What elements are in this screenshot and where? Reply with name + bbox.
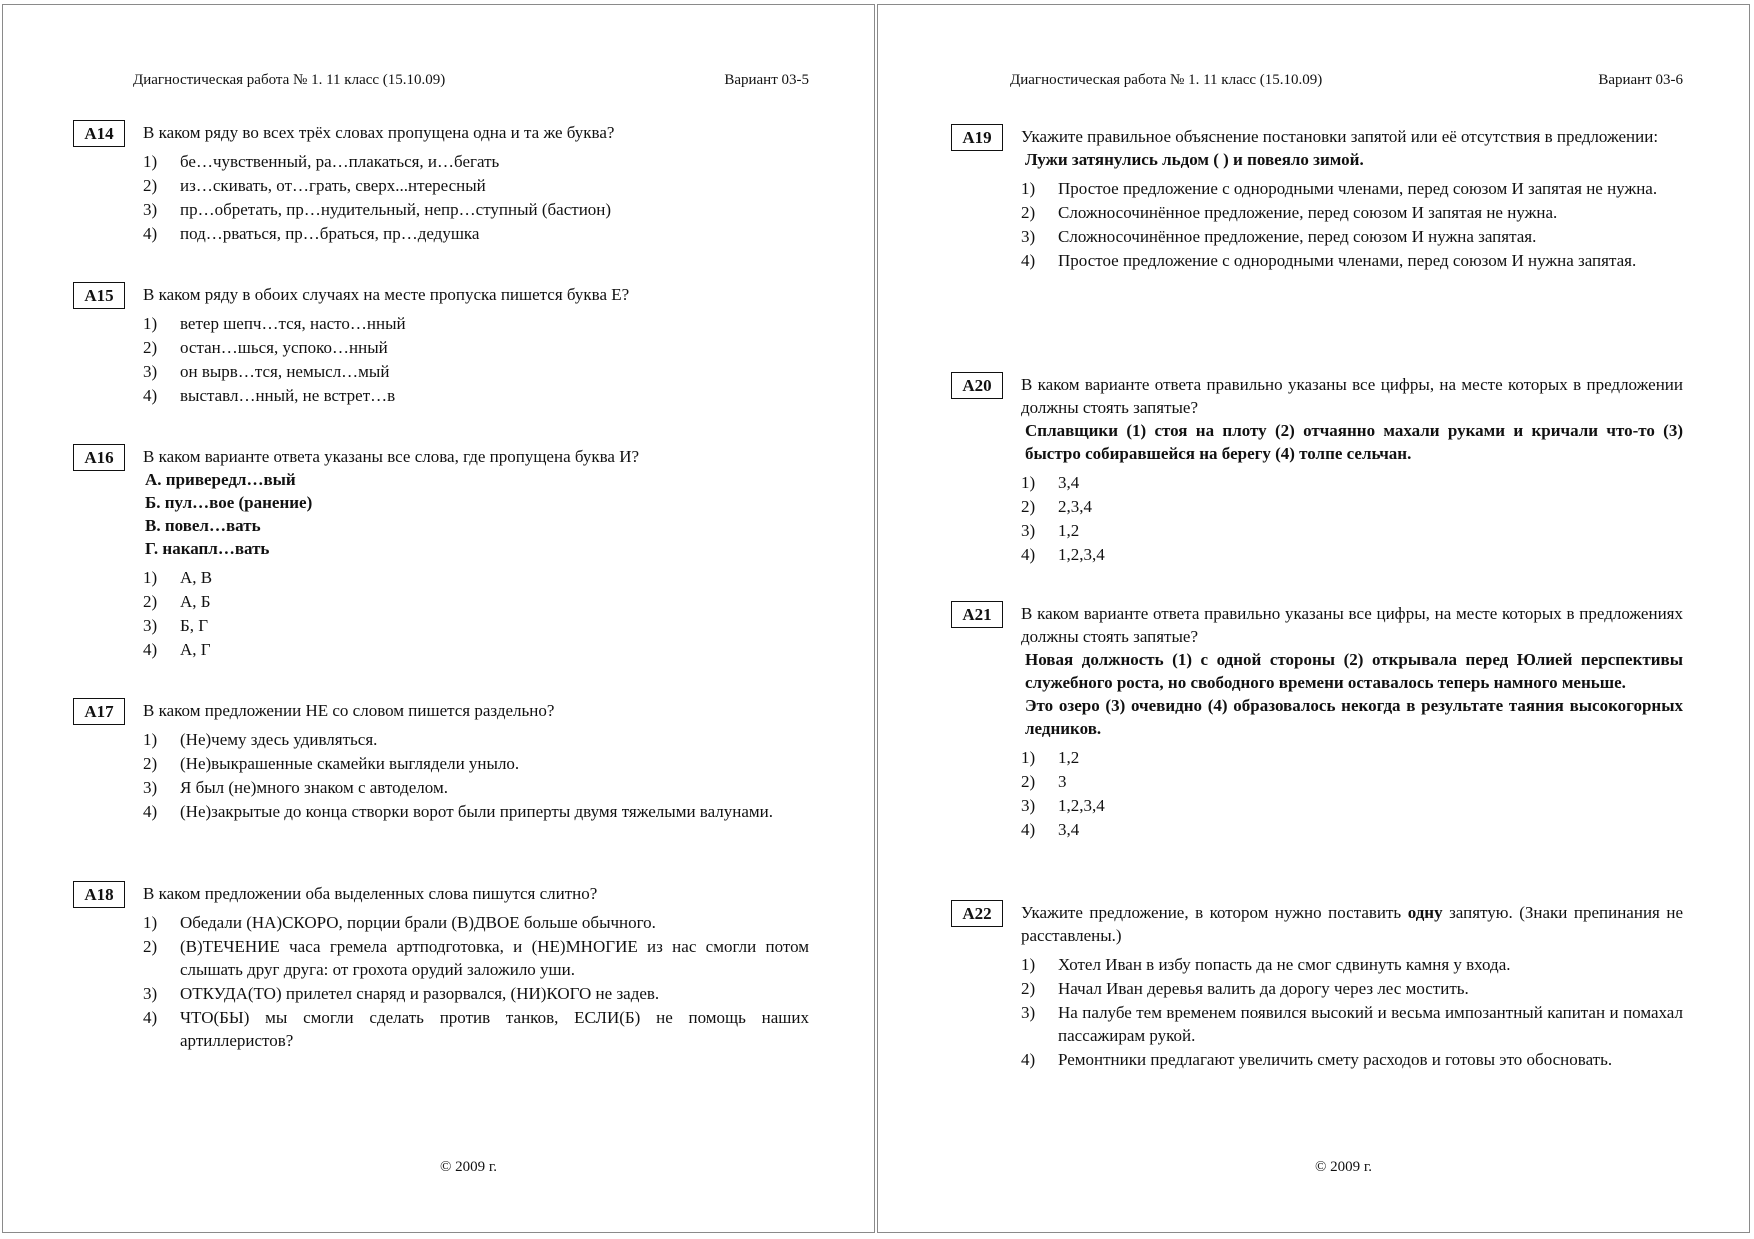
task-question: В каком ряду во всех трёх словах пропущена одна и та же буква? xyxy=(143,123,615,142)
answer-option: 3) пр…обретать, пр…нудительный, непр…ступный (бастион) xyxy=(143,200,612,219)
task-word: А. привередл…вый xyxy=(145,470,296,489)
answer-option: 2) остан…шься, успоко…нный xyxy=(143,338,388,357)
header-title: Диагностическая работа № 1. 11 класс (15.10.09) xyxy=(133,72,446,88)
task-word: Б. пул…вое (ранение) xyxy=(145,493,313,512)
answer-option: 3) 1,2 xyxy=(1021,521,1080,540)
page-footer: © 2009 г. xyxy=(1314,1159,1373,1175)
task-question: В каком варианте ответа указаны все слова, где пропущена буква И? xyxy=(143,447,640,466)
answer-option: 4) выставл…нный, не встрет…в xyxy=(143,386,396,405)
task-question: В каком варианте ответа правильно указаны все цифры, на месте которых в предложениях должны стоять запятые? xyxy=(1021,604,1683,646)
answer-option: 4) Простое предложение с однородными членами, перед союзом И нужна запятая. xyxy=(1021,251,1637,270)
answer-option: 1) бе…чувственный, ра…плакаться, и…бегать xyxy=(143,152,500,171)
page-left xyxy=(2,4,875,1233)
answer-option: 2) Начал Иван деревья валить да дорогу через лес мостить. xyxy=(1021,979,1469,998)
task-number: А17 xyxy=(73,698,125,725)
task-question: В каком варианте ответа правильно указаны все цифры, на месте которых в предложении должны стоять запятые? xyxy=(1021,375,1683,417)
task-number: А16 xyxy=(73,444,125,471)
task-number: А18 xyxy=(73,881,125,908)
task-number: А14 xyxy=(73,120,125,147)
task-word: В. повел…вать xyxy=(145,516,261,535)
task-question: В каком предложении оба выделенных слова пишутся слитно? xyxy=(143,884,598,903)
answer-option: 4) А, Г xyxy=(143,640,211,659)
task-question: В каком ряду в обоих случаях на месте пропуска пишется буква Е? xyxy=(143,285,630,304)
answer-option: 2) (Не)выкрашенные скамейки выглядели уныло. xyxy=(143,754,520,773)
task-a19 xyxy=(951,124,1683,273)
task-question: Укажите предложение, в котором нужно поставить одну запятую. (Знаки препинания не расставлены.) xyxy=(1021,903,1684,945)
answer-options xyxy=(951,471,1683,566)
task-a17 xyxy=(73,698,809,824)
answer-option: 2) 2,3,4 xyxy=(1021,497,1092,516)
answer-option: 3) На палубе тем временем появился высокий и весьма импозантный капитан и помахал пассажирам рукой. xyxy=(1021,1003,1683,1045)
page-footer: © 2009 г. xyxy=(439,1159,498,1175)
answer-option: 4) ЧТО(БЫ) мы смогли сделать против танков, ЕСЛИ(Б) не помощь наших артиллеристов? xyxy=(143,1008,809,1050)
answer-option: 2) 3 xyxy=(1021,772,1067,791)
answer-option: 3) 1,2,3,4 xyxy=(1021,796,1105,815)
answer-option: 3) Я был (не)много знаком с автоделом. xyxy=(143,778,448,797)
answer-option: 3) он вырв…тся, немысл…мый xyxy=(143,362,390,381)
answer-option: 2) Сложносочинённое предложение, перед союзом И запятая не нужна. xyxy=(1021,203,1558,222)
task-a16 xyxy=(73,444,809,662)
task-a22 xyxy=(951,900,1683,1072)
task-sentence: Новая должность (1) с одной стороны (2) открывала перед Юлией перспективы служебного роста, но свободного времени оставалось теперь намного меньше. xyxy=(1025,650,1683,692)
answer-options xyxy=(951,746,1683,841)
task-a14 xyxy=(73,120,809,246)
task-a21 xyxy=(951,601,1683,842)
task-sentence: Лужи затянулись льдом ( ) и повеяло зимой. xyxy=(1025,150,1364,169)
answer-options xyxy=(73,566,809,661)
answer-option: 3) ОТКУДА(ТО) прилетел снаряд и разорвался, (НИ)КОГО не задев. xyxy=(143,984,660,1003)
task-sentence: Это озеро (3) очевидно (4) образовалось некогда в результате таяния высокогорных ледников. xyxy=(1025,696,1683,738)
task-sentence: Сплавщики (1) стоя на плоту (2) отчаянно махали руками и кричали что-то (3) быстро собиравшейся на берегу (4) толпе сельчан. xyxy=(1025,421,1683,463)
task-number: А20 xyxy=(951,372,1003,399)
emphasis-word: одну xyxy=(1407,903,1443,922)
answer-options xyxy=(951,953,1683,1071)
answer-option: 1) (Не)чему здесь удивляться. xyxy=(143,730,378,749)
answer-option: 4) 3,4 xyxy=(1021,820,1080,839)
task-number: А19 xyxy=(951,124,1003,151)
answer-options xyxy=(73,312,809,407)
answer-option: 2) (В)ТЕЧЕНИЕ часа гремела артподготовка, и (НЕ)МНОГИЕ из нас смогли потом слышать друг друга: от грохота орудий заложило уши. xyxy=(143,937,809,979)
task-a15 xyxy=(73,282,809,408)
task-a20 xyxy=(951,372,1683,567)
answer-options xyxy=(73,150,809,245)
answer-options xyxy=(73,911,809,1052)
answer-option: 4) Ремонтники предлагают увеличить смету расходов и готовы это обосновать. xyxy=(1021,1050,1613,1069)
answer-option: 2) из…скивать, от…грать, сверх...нтересный xyxy=(143,176,486,195)
task-a18 xyxy=(73,881,809,1053)
task-question: В каком предложении НЕ со словом пишется раздельно? xyxy=(143,701,555,720)
task-number: А21 xyxy=(951,601,1003,628)
answer-option: 4) (Не)закрытые до конца створки ворот были приперты двумя тяжелыми валунами. xyxy=(143,802,774,821)
answer-option: 1) А, В xyxy=(143,568,213,587)
answer-option: 4) под…рваться, пр…браться, пр…дедушка xyxy=(143,224,480,243)
answer-option: 1) 3,4 xyxy=(1021,473,1080,492)
answer-option: 1) ветер шепч…тся, насто…нный xyxy=(143,314,406,333)
task-number: А15 xyxy=(73,282,125,309)
page-right xyxy=(877,4,1750,1233)
header-variant: Вариант 03-5 xyxy=(724,72,809,88)
answer-option: 2) А, Б xyxy=(143,592,211,611)
answer-options xyxy=(73,728,809,823)
answer-option: 1) 1,2 xyxy=(1021,748,1080,767)
task-word: Г. накапл…вать xyxy=(145,539,270,558)
answer-option: 4) 1,2,3,4 xyxy=(1021,545,1105,564)
answer-option: 1) Хотел Иван в избу попасть да не смог сдвинуть камня у входа. xyxy=(1021,955,1511,974)
header-title: Диагностическая работа № 1. 11 класс (15.10.09) xyxy=(1010,72,1323,88)
answer-option: 1) Простое предложение с однородными членами, перед союзом И запятая не нужна. xyxy=(1021,179,1658,198)
answer-option: 3) Сложносочинённое предложение, перед союзом И нужна запятая. xyxy=(1021,227,1537,246)
header-variant: Вариант 03-6 xyxy=(1598,72,1683,88)
answer-option: 3) Б, Г xyxy=(143,616,209,635)
answer-options xyxy=(951,177,1683,272)
answer-option: 1) Обедали (НА)СКОРО, порции брали (В)ДВОЕ больше обычного. xyxy=(143,913,656,932)
task-number: А22 xyxy=(951,900,1003,927)
task-question: Укажите правильное объяснение постановки запятой или её отсутствия в предложении: xyxy=(1021,127,1659,146)
